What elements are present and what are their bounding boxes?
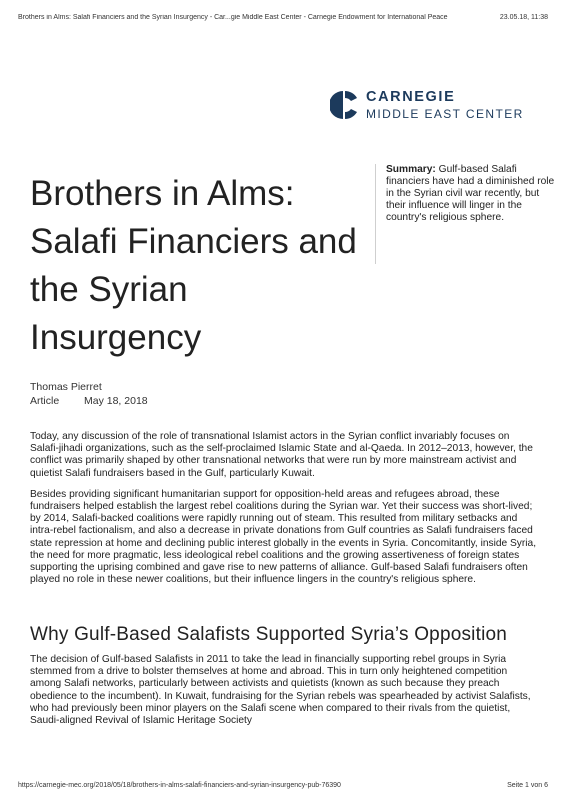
article-body [30, 431, 540, 595]
article-title: Brothers in Alms: Salafi Financiers and the Syrian Insurgency [30, 174, 357, 357]
carnegie-logo[interactable] [330, 90, 524, 120]
section-paragraph: The decision of Gulf-based Salafists in 2011 to take the lead in financially supporting rebel groups in Syria stemmed from a drive to bolster themselves at home and abroad. This in turn only heightened competition among Salafi networks, particularly between activists and quietists (known as such because they preach obedience to the incumbent). In Kuwait, fundraising for the Syrian rebels was spearheaded by activist Salafists, who had previously been minor players on the Salafi scene when compared to their rivals from the quietist, Saudi-aligned Revival of Islamic Heritage Society [30, 654, 531, 727]
article-type: Article [30, 395, 60, 407]
print-page-number: Seite 1 von 6 [507, 782, 548, 789]
print-page-title: Brothers in Alms: Salafi Financiers and the Syrian Insurgency - Car...gie Middle East Center - Carnegie Endowment for International Peace [18, 14, 448, 21]
body-paragraph-2: Besides providing significant humanitarian support for opposition-held areas and refugees abroad, these fundraisers helped establish the largest rebel coalitions during the Syrian war. Yet their success was short-lived; by 2014, Salafi-backed coalitions were rapidly running out of steam. This resulted from military setbacks and intra-rebel factionalism, and also a decrease in private donations from Gulf countries as Salafi fundraisers faced state repression at home and declining public interest globally in the events in Syria. Concomitantly, inside Syria, the need for more pragmatic, less ideological rebel coalitions and the growing assertiveness of foreign states supporting the uprising combined and gave rise to new patterns of alliance. Gulf-based Salafi fundraisers often played no role in these newer coalitions, but their influence lingers in the country's religious sphere. [30, 488, 537, 586]
summary-box [375, 164, 555, 264]
carnegie-emblem-icon [330, 90, 358, 120]
byline [30, 380, 148, 408]
print-datetime: 23.05.18, 11:38 [499, 14, 548, 21]
section-body [30, 654, 540, 727]
print-url[interactable]: https://carnegie-mec.org/2018/05/18/brothers-in-alms-salafi-financiers-and-syrian-insurgency-pub-76390 [18, 782, 341, 789]
logo-line-middle-east-center: MIDDLE EAST CENTER [366, 106, 524, 121]
author-name[interactable]: Thomas Pierret [30, 381, 102, 393]
print-header [18, 14, 548, 21]
section-heading: Why Gulf-Based Salafists Supported Syria’s Opposition [30, 624, 508, 645]
print-footer [18, 782, 548, 789]
summary-text: Gulf-based Salafi financiers have had a diminished role in the Syrian civil war recently, but their influence will linger in the country's religious sphere. [386, 164, 555, 223]
body-paragraph-1: Today, any discussion of the role of transnational Islamist actors in the Syrian conflict invariably focuses on Salafi-jihadi organizations, such as the self-proclaimed Islamic State and al-Qaeda. In 2012–2013, however, the conflict was primarily shaped by other transnational networks that were run by more mainstream activist and quietist Salafi fundraisers based in the Gulf, particularly Kuwait. [30, 431, 533, 479]
logo-line-carnegie: CARNEGIE [366, 89, 456, 106]
summary-label: Summary: [386, 164, 436, 175]
article-date: May 18, 2018 [84, 395, 148, 407]
